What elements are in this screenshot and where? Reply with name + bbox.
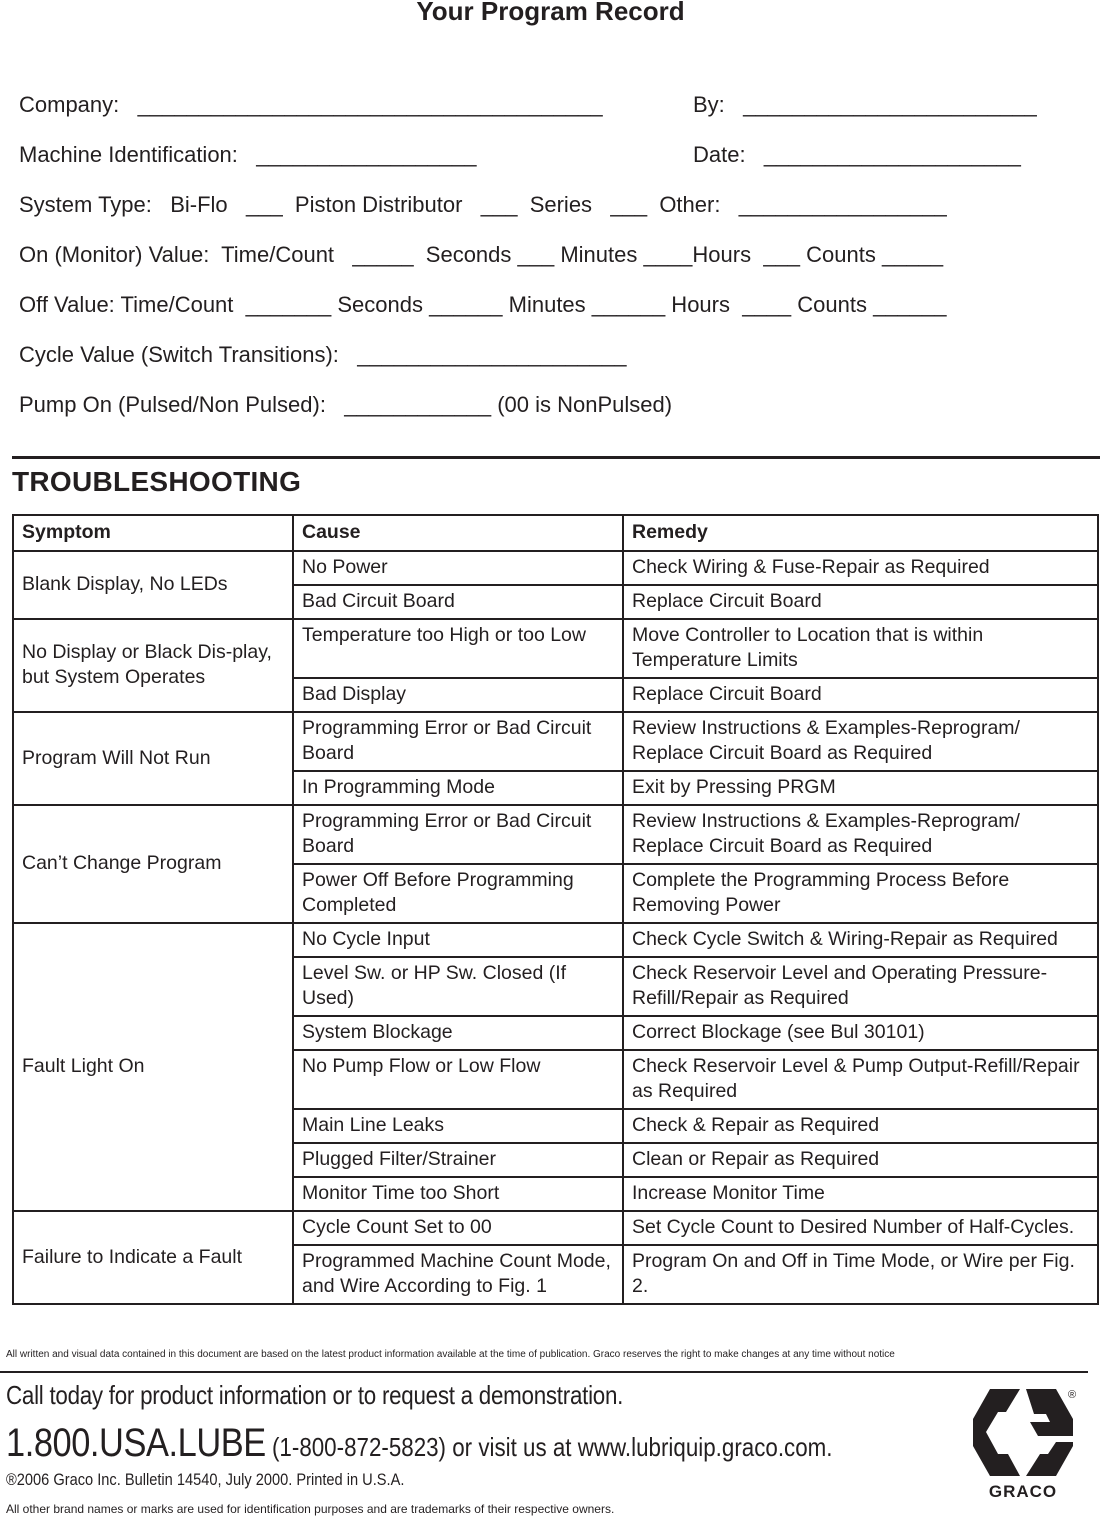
symptom-cell: Failure to Indicate a Fault: [13, 1211, 293, 1304]
remedy-cell: Clean or Repair as Required: [623, 1143, 1098, 1177]
remedy-cell: Check Cycle Switch & Wiring-Repair as Required: [623, 923, 1098, 957]
company-field[interactable]: Company: ______________________________________: [19, 92, 603, 117]
cause-cell: Temperature too High or too Low: [293, 619, 623, 678]
record-title: Your Program Record: [416, 0, 685, 26]
cause-cell: Programming Error or Bad Circuit Board: [293, 805, 623, 864]
symptom-cell: Blank Display, No LEDs: [13, 551, 293, 619]
disclaimer-text: All written and visual data contained in this document are based on the latest product information available at the time of publication. Graco reserves the right to make changes at any time without notice: [6, 1349, 895, 1360]
machine-id-field[interactable]: Machine Identification: __________________: [19, 142, 477, 167]
symptom-cell: No Display or Black Dis-play, but System Operates: [13, 619, 293, 712]
remedy-cell: Move Controller to Location that is within Temperature Limits: [623, 619, 1098, 678]
cause-cell: Bad Circuit Board: [293, 585, 623, 619]
by-field[interactable]: By: ________________________: [693, 92, 1037, 117]
phone-website[interactable]: (1-800-872-5823) or visit us at www.lubriquip.graco.com.: [265, 1432, 833, 1462]
troubleshooting-table: [12, 514, 1099, 1305]
header-symptom: Symptom: [13, 515, 293, 551]
table-row: [13, 619, 1098, 678]
troubleshooting-heading: TROUBLESHOOTING: [12, 466, 302, 497]
remedy-cell: Complete the Programming Process Before Removing Power: [623, 864, 1098, 923]
cause-cell: System Blockage: [293, 1016, 623, 1050]
remedy-cell: Review Instructions & Examples-Reprogram/ Replace Circuit Board as Required: [623, 712, 1098, 771]
graco-wordmark: GRACO: [988, 1482, 1058, 1501]
table-header-row: [13, 515, 1098, 551]
cause-cell: Power Off Before Programming Completed: [293, 864, 623, 923]
table-row: [13, 712, 1098, 771]
system-type-field[interactable]: System Type: Bi-Flo ___ Piston Distributor ___ Series ___ Other: _________________: [19, 192, 947, 217]
remedy-cell: Increase Monitor Time: [623, 1177, 1098, 1211]
off-value-field[interactable]: Off Value: Time/Count _______ Seconds ______ Minutes ______ Hours ____ Counts ______: [19, 292, 947, 317]
remedy-cell: Program On and Off in Time Mode, or Wire per Fig. 2.: [623, 1245, 1098, 1304]
header-remedy: Remedy: [623, 515, 1098, 551]
table-row: [13, 551, 1098, 585]
date-field[interactable]: Date: _____________________: [693, 142, 1021, 167]
cause-cell: Main Line Leaks: [293, 1109, 623, 1143]
symptom-cell: Program Will Not Run: [13, 712, 293, 805]
cause-cell: Level Sw. or HP Sw. Closed (If Used): [293, 957, 623, 1016]
cause-cell: Bad Display: [293, 678, 623, 712]
cause-cell: Programming Error or Bad Circuit Board: [293, 712, 623, 771]
remedy-cell: Check Reservoir Level & Pump Output-Refill/Repair as Required: [623, 1050, 1098, 1109]
section-divider: [12, 456, 1100, 459]
graco-logo: [968, 1384, 1078, 1502]
copyright-text: ®2006 Graco Inc. Bulletin 14540, July 2000. Printed in U.S.A.: [6, 1470, 405, 1489]
call-to-action: Call today for product information or to request a demonstration.: [6, 1380, 624, 1410]
table-body: [13, 551, 1098, 1304]
cause-cell: Monitor Time too Short: [293, 1177, 623, 1211]
graco-logo-mark-right: [1026, 1389, 1073, 1436]
cause-cell: No Power: [293, 551, 623, 585]
remedy-cell: Exit by Pressing PRGM: [623, 771, 1098, 805]
graco-logo-mark: [973, 1389, 1020, 1476]
registered-mark: ®: [1068, 1389, 1077, 1401]
remedy-cell: Set Cycle Count to Desired Number of Half-Cycles.: [623, 1211, 1098, 1245]
remedy-cell: Check Reservoir Level and Operating Pressure-Refill/Repair as Required: [623, 957, 1098, 1016]
trademark-text: All other brand names or marks are used for identification purposes and are trademarks of their respective owners.: [6, 1502, 615, 1516]
table-row: [13, 923, 1098, 957]
cause-cell: Plugged Filter/Strainer: [293, 1143, 623, 1177]
remedy-cell: Replace Circuit Board: [623, 678, 1098, 712]
remedy-cell: Check & Repair as Required: [623, 1109, 1098, 1143]
on-value-field[interactable]: On (Monitor) Value: Time/Count _____ Seconds ___ Minutes ____Hours ___ Counts _____: [19, 242, 944, 267]
remedy-cell: Check Wiring & Fuse-Repair as Required: [623, 551, 1098, 585]
pump-on-field[interactable]: Pump On (Pulsed/Non Pulsed): ____________ (00 is NonPulsed): [19, 392, 673, 417]
cause-cell: Cycle Count Set to 00: [293, 1211, 623, 1245]
cycle-value-field[interactable]: Cycle Value (Switch Transitions): ______________________: [19, 342, 627, 367]
remedy-cell: Correct Blockage (see Bul 30101): [623, 1016, 1098, 1050]
remedy-cell: Replace Circuit Board: [623, 585, 1098, 619]
phone-number[interactable]: 1.800.USA.LUBE: [6, 1421, 266, 1465]
cause-cell: Programmed Machine Count Mode, and Wire According to Fig. 1: [293, 1245, 623, 1304]
graco-logo-mark-lower: [1026, 1442, 1073, 1476]
cause-cell: In Programming Mode: [293, 771, 623, 805]
symptom-cell: Can’t Change Program: [13, 805, 293, 923]
phone-line: [6, 1421, 832, 1466]
table-row: [13, 1211, 1098, 1245]
symptom-cell: Fault Light On: [13, 923, 293, 1211]
table-row: [13, 805, 1098, 864]
header-cause: Cause: [293, 515, 623, 551]
remedy-cell: Review Instructions & Examples-Reprogram/ Replace Circuit Board as Required: [623, 805, 1098, 864]
cause-cell: No Cycle Input: [293, 923, 623, 957]
footer-divider: [0, 1371, 1088, 1373]
cause-cell: No Pump Flow or Low Flow: [293, 1050, 623, 1109]
